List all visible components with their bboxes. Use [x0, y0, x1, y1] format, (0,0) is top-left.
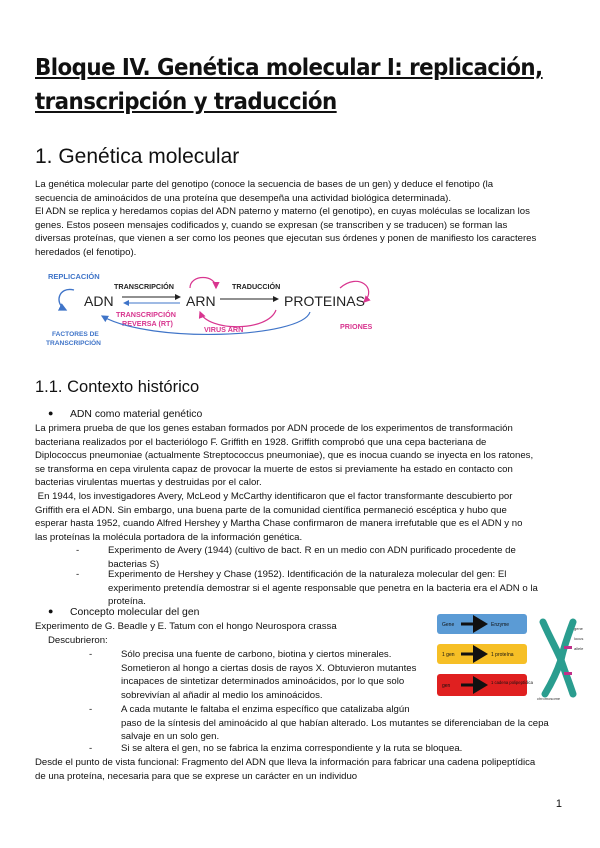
paragraph-line: bacterias virulentas muertas y destruidas por el calor. — [35, 477, 262, 489]
intro-line: diversas proteínas, que vienen a ser como los peones que ejecutan sus órdenes y ponen de manifiesto los caracteres — [35, 233, 537, 245]
paragraph-line: esperar hasta 1952, cuando Alfred Hershey y Martha Chase confirmaron de manera irrefutable que es el ADN y no — [35, 518, 523, 530]
rt-label-line1: TRANSCRIPCIÓN — [116, 310, 176, 319]
dash-item-fuente-carbono — [89, 648, 421, 702]
document-title-line2: transcripción y traducción — [35, 89, 337, 115]
central-dogma-diagram — [40, 268, 400, 352]
replication-arrow — [59, 289, 74, 310]
dash-line: A cada mutante le faltaba el enzima específico que catalizaba algún — [121, 704, 410, 715]
bullet-concepto-molecular — [48, 606, 200, 618]
paragraph-line: las proteínas la molécula portadora de la información genética. — [35, 531, 303, 543]
box1-right-label: Enzyme — [491, 622, 510, 628]
paragraph-line: La primera prueba de que los genes estaban formados por ADN procede de los experimentos de transformación — [35, 423, 513, 434]
dash-line: paso de la síntesis del aminoácido al que habían alterado. Los mutantes se diferenciaban de la cepa — [121, 717, 549, 729]
dash-item-hershey-chase — [76, 568, 568, 609]
paragraph-line: se transforma en cepa virulenta capaz de provocar la muerte de estos si previamente ha estado en contacto con — [35, 463, 513, 475]
factores-label-line2: TRANSCRIPCIÓN — [46, 340, 101, 347]
chromosome-label: chromosome — [537, 696, 561, 701]
dash-item-altera-gen — [89, 742, 571, 756]
intro-line: genes. Estos poseen mensajes codificados y, cuando se expresan (se transcriben y se traducen) se forman las — [35, 219, 508, 231]
descubrieron-label: Descubrieron: — [48, 635, 108, 646]
bullet-text: Concepto molecular del gen — [70, 607, 200, 618]
adn-label: ADN — [84, 293, 114, 309]
intro-paragraph — [35, 178, 565, 260]
paragraph-line: de una proteína, necesaria para que se exprese un carácter en un individuo — [35, 770, 358, 782]
dash-line: sobrevivían al añadir al medio los aminoácidos. — [121, 689, 323, 701]
beadle-tatum-line: Experimento de G. Beadle y E. Tatum con el hongo Neurospora crassa — [35, 621, 337, 632]
paragraph-line: En 1944, los investigadores Avery, McLeod y McCarthy identificaron que el factor transformante descubierto por — [35, 490, 513, 502]
dash-marker: - — [89, 704, 93, 715]
dash-line: Experimento de Hershey y Chase (1952). Identificación de la naturaleza molecular del gen: El — [108, 569, 507, 580]
functional-definition-paragraph — [35, 756, 570, 783]
section-heading-genetica-molecular: 1. Genética molecular — [35, 145, 240, 168]
gene-enzyme-figure — [433, 610, 593, 702]
box1-left-label: Gene — [442, 622, 455, 628]
dash-line: proteína. — [108, 596, 146, 608]
dash-line: salvaje en un solo gen. — [121, 731, 220, 743]
arn-label: ARN — [186, 293, 216, 309]
dash-line: bacterias S) — [108, 558, 160, 570]
bullet-adn-material-genetico — [48, 408, 203, 420]
box2-left-label: 1 gen — [442, 652, 455, 658]
intro-line: La genética molecular parte del genotipo (conoce la secuencia de bases de un gen) y deduce el fenotipo (la — [35, 179, 494, 190]
paragraph-line: Diplococcus pneumoniae (actualmente Streptococcus pneumoniae), que es inocua cuando se inyecta en los ratones, — [35, 450, 534, 462]
factores-label-line1: FACTORES DE — [52, 331, 99, 338]
document-title-line1: Bloque IV. Genética molecular I: replicación, — [35, 55, 543, 81]
virus-arn-label: VIRUS ARN — [204, 325, 244, 334]
replicacion-label: REPLICACIÓN — [48, 272, 100, 281]
dash-line: Sometieron al hongo a ciertas dosis de rayos X. Obtuvieron mutantes — [121, 662, 417, 674]
dash-line: Experimento de Avery (1944) (cultivo de bact. R en un medio con ADN purificado procedente de — [108, 545, 516, 556]
gene-label: gene — [574, 626, 583, 631]
rt-label-line2: REVERSA (RT) — [122, 319, 173, 328]
paragraph-line: Desde el punto de vista funcional: Fragmento del ADN que lleva la información para fabricar una cadena polipeptídica — [35, 757, 536, 768]
dash-line: incapaces de sintetizar determinados aminoácidos, por lo que solo — [121, 676, 405, 688]
arn-replication-arrow — [190, 278, 216, 289]
intro-line: secuencia de aminoácidos de una proteína que desempeña una actividad biológica determinada). — [35, 192, 452, 204]
bullet-text: ADN como material genético — [70, 409, 203, 420]
intro-line: heredados (el fenotipo). — [35, 246, 137, 258]
dash-item-mutante — [89, 703, 571, 744]
dash-marker: - — [89, 649, 93, 660]
box2-right-label: 1 proteína — [491, 652, 514, 658]
transcripcion-label: TRANSCRIPCIÓN — [114, 282, 174, 291]
locus-label: locus — [574, 636, 584, 641]
page-number: 1 — [555, 798, 562, 810]
dash-marker: - — [76, 545, 80, 556]
box3-right-label: 1 cadena polipeptídica — [491, 680, 533, 685]
dash-line: Sólo precisa una fuente de carbono, biotina y ciertos minerales. — [121, 649, 392, 660]
griffith-paragraph — [35, 422, 570, 544]
dash-line: Si se altera el gen, no se fabrica la enzima correspondiente y la ruta se bloquea. — [121, 743, 463, 754]
dash-line: experimento pretendía demostrar si el agente responsable que penetra en la bacteria era el ADN o la — [108, 582, 538, 594]
priones-label: PRIONES — [340, 322, 373, 331]
allele-label: allele — [574, 646, 584, 651]
bullet-dot: ● — [48, 408, 54, 418]
paragraph-line: Griffith era el ADN. Sin embargo, una buena parte de la comunidad científica permaneció escéptica y hubo que — [35, 504, 507, 516]
paragraph-line: bacteriana realizados por el bacteriólogo F. Griffith en 1928. Griffith comprobó que una cepa bacteriana de — [35, 436, 487, 448]
traduccion-label: TRADUCCIÓN — [232, 282, 281, 291]
bullet-dot: ● — [48, 606, 54, 616]
chromosome-icon — [543, 622, 573, 694]
box3-left-label: gen — [442, 683, 451, 689]
proteinas-label: PROTEINAS — [284, 293, 365, 309]
section-heading-contexto-historico: 1.1. Contexto histórico — [35, 378, 200, 396]
dash-marker: - — [89, 743, 93, 754]
intro-line: El ADN se replica y heredamos copias del ADN paterno y materno (el genotipo), en cuyas moléculas se localizan los — [35, 206, 530, 218]
dash-marker: - — [76, 569, 80, 580]
